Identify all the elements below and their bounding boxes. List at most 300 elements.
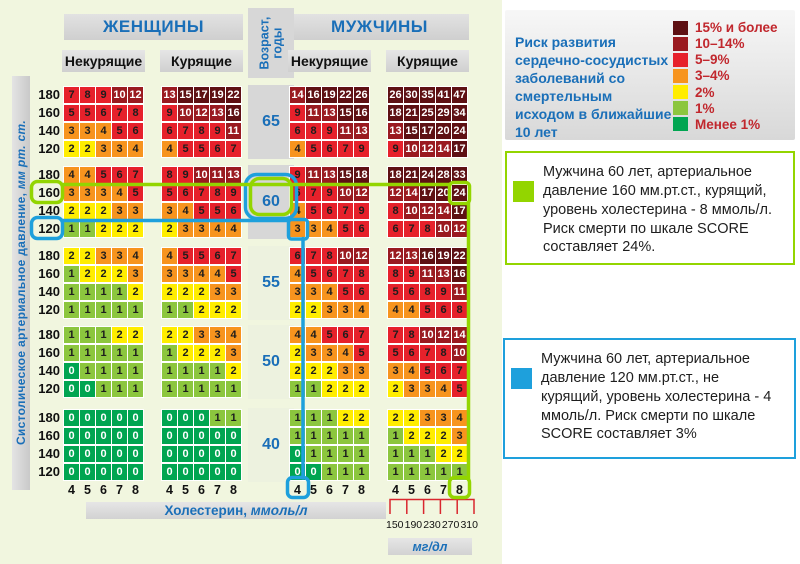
risk-cell: 0 [162, 428, 177, 444]
risk-cell: 1 [128, 381, 143, 397]
risk-cell: 6 [354, 221, 369, 237]
risk-cell: 1 [112, 345, 127, 361]
risk-cell: 5 [306, 203, 321, 219]
risk-cell: 30 [405, 89, 418, 101]
risk-cell: 4 [322, 221, 337, 237]
mgdl-tick-label: 270 [441, 519, 460, 531]
risk-cell: 16 [227, 107, 240, 119]
risk-cell: 1 [226, 381, 241, 397]
women-header [64, 14, 243, 40]
risk-cell: 5 [306, 266, 321, 282]
risk-cell: 6 [322, 141, 337, 157]
risk-cell: 24 [453, 125, 466, 137]
risk-cell: 14 [437, 205, 450, 217]
risk-cell: 9 [436, 284, 451, 300]
risk-cell: 5 [306, 141, 321, 157]
risk-cell: 0 [96, 464, 111, 480]
risk-cell: 6 [338, 327, 353, 343]
risk-cell: 1 [338, 446, 353, 462]
risk-cell: 9 [404, 266, 419, 282]
risk-cell: 5 [338, 284, 353, 300]
risk-cell: 10 [453, 347, 466, 359]
risk-cell: 0 [194, 446, 209, 462]
green-note-swatch [513, 181, 534, 202]
risk-cell: 6 [96, 105, 111, 121]
legend-title: Риск развития сердечно-сосудистых заболеваний со смертельным исходом в ближайшие 10 лет [515, 34, 672, 140]
risk-cell: 3 [322, 345, 337, 361]
risk-cell: 1 [112, 363, 127, 379]
risk-cell: 0 [64, 446, 79, 462]
risk-cell: 1 [420, 464, 435, 480]
risk-cell: 17 [453, 143, 466, 155]
risk-cell: 4 [436, 381, 451, 397]
risk-cell: 6 [178, 185, 193, 201]
risk-cell: 8 [354, 266, 369, 282]
cholesterol-tick-label: 7 [116, 483, 123, 497]
risk-cell: 15 [339, 107, 352, 119]
risk-cell: 6 [290, 123, 305, 139]
blue-note-swatch [511, 368, 532, 389]
risk-cell: 1 [80, 302, 95, 318]
risk-cell: 6 [436, 363, 451, 379]
risk-cell: 6 [210, 248, 225, 264]
risk-cell: 1 [210, 410, 225, 426]
risk-cell: 1 [80, 327, 95, 343]
risk-cell: 5 [354, 345, 369, 361]
risk-cell: 11 [227, 125, 240, 137]
risk-cell: 4 [452, 410, 467, 426]
risk-cell: 1 [290, 381, 305, 397]
cholesterol-tick-label: 8 [358, 483, 365, 497]
men-header-label: МУЖЧИНЫ [331, 17, 428, 36]
risk-cell: 21 [405, 169, 418, 181]
risk-cell: 19 [211, 89, 224, 101]
risk-cell: 3 [112, 248, 127, 264]
risk-cell: 9 [96, 87, 111, 103]
risk-cell: 9 [388, 141, 403, 157]
risk-cell: 24 [453, 187, 466, 199]
risk-cell: 2 [162, 221, 177, 237]
risk-cell: 1 [64, 302, 79, 318]
legend-item [673, 20, 787, 35]
risk-cell: 7 [420, 345, 435, 361]
risk-cell: 22 [227, 89, 240, 101]
risk-cell: 4 [290, 327, 305, 343]
risk-cell: 5 [420, 363, 435, 379]
risk-cell: 2 [226, 363, 241, 379]
risk-cell: 5 [128, 185, 143, 201]
risk-cell: 7 [226, 141, 241, 157]
bp-tick-label: 180 [38, 410, 60, 425]
age-axis-header-label: Возраст, годы [256, 16, 284, 70]
risk-cell: 7 [306, 248, 321, 264]
risk-cell: 4 [210, 266, 225, 282]
risk-cell: 2 [436, 446, 451, 462]
risk-cell: 12 [355, 187, 368, 199]
mgdl-conversion-bracket [390, 500, 474, 515]
risk-cell: 6 [354, 284, 369, 300]
risk-cell: 12 [421, 143, 434, 155]
bp-tick-label: 160 [38, 428, 60, 443]
bp-tick-label: 160 [38, 345, 60, 360]
risk-cell: 1 [64, 327, 79, 343]
risk-cell: 20 [437, 187, 450, 199]
risk-cell: 0 [112, 464, 127, 480]
risk-cell: 2 [290, 345, 305, 361]
risk-cell: 1 [290, 410, 305, 426]
bp-axis-label-text: Систолическое артериальное давление, [14, 193, 28, 446]
risk-cell: 1 [226, 410, 241, 426]
risk-cell: 2 [64, 141, 79, 157]
risk-cell: 1 [322, 464, 337, 480]
risk-cell: 1 [80, 345, 95, 361]
cholesterol-axis-bar [86, 502, 386, 519]
age-group-label: 40 [248, 408, 294, 482]
risk-cell: 3 [306, 284, 321, 300]
risk-cell: 3 [420, 381, 435, 397]
risk-cell: 0 [290, 446, 305, 462]
cholesterol-tick-label: 5 [408, 483, 415, 497]
risk-cell: 0 [226, 428, 241, 444]
risk-cell: 11 [453, 286, 466, 298]
risk-cell: 2 [128, 284, 143, 300]
risk-cell: 3 [420, 410, 435, 426]
mgdl-tick-label: 230 [423, 519, 441, 531]
risk-cell: 1 [96, 345, 111, 361]
risk-cell: 7 [338, 266, 353, 282]
risk-cell: 10 [195, 169, 208, 181]
risk-cell: 6 [436, 302, 451, 318]
risk-cell: 7 [404, 221, 419, 237]
risk-cell: 2 [112, 266, 127, 282]
bp-tick-label: 160 [38, 266, 60, 281]
cholesterol-tick-label: 7 [214, 483, 221, 497]
risk-cell: 5 [194, 203, 209, 219]
risk-cell: 1 [210, 381, 225, 397]
bp-tick-label: 140 [38, 123, 60, 138]
risk-cell: 4 [404, 363, 419, 379]
risk-cell: 0 [290, 464, 305, 480]
blue-note-text: Мужчина 60 лет, артериальное давление 120 мм.рт.ст., не курящий, уровень холестерина - 4 ммоль/л. Риск смерти по шкале SCORE составляет 3% [541, 351, 772, 443]
risk-cell: 3 [290, 284, 305, 300]
risk-cell: 3 [226, 345, 241, 361]
risk-cell: 13 [163, 89, 176, 101]
risk-cell: 1 [388, 428, 403, 444]
risk-cell: 3 [194, 221, 209, 237]
risk-cell: 14 [291, 89, 304, 101]
risk-cell: 0 [80, 381, 95, 397]
risk-cell: 3 [96, 185, 111, 201]
risk-cell: 11 [211, 169, 224, 181]
risk-cell: 1 [322, 446, 337, 462]
risk-cell: 1 [338, 464, 353, 480]
legend-color-swatch [673, 117, 688, 131]
risk-cell: 15 [405, 125, 418, 137]
cholesterol-tick-label: 8 [456, 483, 463, 497]
risk-cell: 1 [162, 363, 177, 379]
risk-cell: 4 [226, 221, 241, 237]
mgdl-axis-label: мг/дл [412, 539, 448, 554]
legend-item-label: 5–9% [695, 52, 730, 68]
risk-cell: 10 [339, 250, 352, 262]
risk-cell: 3 [354, 363, 369, 379]
risk-cell: 16 [307, 89, 320, 101]
risk-cell: 4 [64, 167, 79, 183]
risk-cell: 3 [80, 123, 95, 139]
risk-cell: 5 [178, 141, 193, 157]
bp-tick-label: 140 [38, 203, 60, 218]
risk-cell: 6 [162, 123, 177, 139]
risk-cell: 13 [227, 169, 240, 181]
risk-cell: 2 [80, 266, 95, 282]
legend-color-swatch [673, 69, 688, 83]
legend-item [673, 117, 787, 132]
risk-cell: 10 [405, 143, 418, 155]
risk-cell: 4 [322, 284, 337, 300]
risk-cell: 0 [162, 410, 177, 426]
risk-cell: 8 [388, 266, 403, 282]
risk-cell: 11 [307, 169, 320, 181]
risk-cell: 2 [80, 248, 95, 264]
risk-cell: 1 [404, 446, 419, 462]
risk-cell: 2 [162, 327, 177, 343]
risk-cell: 4 [290, 203, 305, 219]
legend-color-swatch [673, 101, 688, 115]
example-note-green [505, 151, 795, 265]
risk-cell: 4 [162, 248, 177, 264]
risk-cell: 6 [404, 345, 419, 361]
risk-cell: 1 [436, 464, 451, 480]
risk-cell: 2 [112, 221, 127, 237]
risk-cell: 2 [80, 141, 95, 157]
legend-item [673, 52, 787, 67]
risk-cell: 9 [354, 203, 369, 219]
risk-cell: 4 [194, 266, 209, 282]
risk-cell: 4 [96, 123, 111, 139]
risk-cell: 1 [80, 284, 95, 300]
risk-cell: 0 [80, 464, 95, 480]
mgdl-tick-label: 150 [386, 519, 404, 531]
risk-cell: 2 [162, 284, 177, 300]
green-note-text: Мужчина 60 лет, артериальное давление 160 мм.рт.ст., курящий, уровень холестерина - 8 ммоль/л. Риск смерти по шкале SCORE составляет 24%. [543, 164, 772, 256]
cholesterol-tick-label: 5 [84, 483, 91, 497]
cholesterol-tick-label: 8 [132, 483, 139, 497]
risk-cell: 12 [195, 107, 208, 119]
risk-cell: 1 [404, 464, 419, 480]
men-smoking-label: Курящие [397, 53, 458, 69]
risk-cell: 7 [178, 123, 193, 139]
legend-item-label: 10–14% [695, 36, 745, 52]
risk-cell: 1 [210, 363, 225, 379]
risk-cell: 1 [178, 363, 193, 379]
risk-cell: 9 [322, 185, 337, 201]
risk-cell: 3 [338, 363, 353, 379]
risk-cell: 13 [405, 250, 418, 262]
risk-cell: 0 [210, 446, 225, 462]
risk-cell: 24 [421, 169, 434, 181]
risk-cell: 2 [322, 363, 337, 379]
risk-cell: 1 [112, 284, 127, 300]
risk-cell: 12 [129, 89, 142, 101]
risk-cell: 6 [322, 266, 337, 282]
risk-cell: 13 [323, 107, 336, 119]
mgdl-tick-label: 190 [404, 519, 423, 531]
risk-cell: 0 [128, 428, 143, 444]
risk-cell: 13 [211, 107, 224, 119]
risk-cell: 2 [128, 327, 143, 343]
risk-cell: 1 [162, 381, 177, 397]
age-group-label: 65 [248, 85, 294, 159]
risk-cell: 3 [96, 248, 111, 264]
risk-cell: 2 [128, 221, 143, 237]
risk-cell: 5 [338, 221, 353, 237]
risk-cell: 13 [437, 268, 450, 280]
risk-cell: 0 [64, 381, 79, 397]
risk-cell: 35 [421, 89, 434, 101]
risk-cell: 2 [194, 284, 209, 300]
risk-cell: 12 [437, 329, 450, 341]
risk-cell: 0 [96, 410, 111, 426]
risk-cell: 8 [436, 345, 451, 361]
risk-cell: 0 [64, 410, 79, 426]
risk-cell: 2 [420, 428, 435, 444]
risk-cell: 4 [162, 141, 177, 157]
risk-cell: 5 [210, 203, 225, 219]
risk-cell: 9 [162, 105, 177, 121]
cholesterol-tick-label: 7 [440, 483, 447, 497]
risk-cell: 6 [210, 141, 225, 157]
risk-cell: 2 [210, 302, 225, 318]
risk-cell: 3 [64, 185, 79, 201]
risk-cell: 7 [452, 363, 467, 379]
risk-cell: 26 [389, 89, 402, 101]
risk-cell: 2 [178, 345, 193, 361]
risk-cell: 10 [437, 223, 450, 235]
risk-cell: 1 [96, 381, 111, 397]
bp-tick-label: 120 [38, 302, 60, 317]
risk-cell: 1 [194, 363, 209, 379]
risk-cell: 1 [64, 284, 79, 300]
risk-cell: 0 [194, 410, 209, 426]
risk-cell: 3 [162, 266, 177, 282]
risk-cell: 9 [290, 167, 305, 183]
risk-cell: 1 [128, 345, 143, 361]
risk-cell: 5 [322, 327, 337, 343]
risk-cell: 7 [64, 87, 79, 103]
risk-cell: 2 [436, 428, 451, 444]
risk-cell: 3 [452, 428, 467, 444]
cholesterol-tick-label: 4 [166, 483, 173, 497]
legend-item [673, 101, 787, 116]
risk-cell: 5 [452, 381, 467, 397]
legend-item-label: 3–4% [695, 68, 730, 84]
cholesterol-tick-label: 7 [342, 483, 349, 497]
risk-cell: 18 [389, 107, 402, 119]
risk-cell: 11 [421, 268, 434, 280]
bp-tick-label: 160 [38, 105, 60, 120]
risk-cell: 4 [178, 203, 193, 219]
risk-cell: 2 [194, 302, 209, 318]
risk-cell: 1 [178, 302, 193, 318]
risk-cell: 4 [80, 167, 95, 183]
risk-cell: 5 [194, 248, 209, 264]
risk-cell: 1 [112, 381, 127, 397]
risk-cell: 22 [339, 89, 352, 101]
risk-cell: 2 [80, 203, 95, 219]
risk-cell: 25 [421, 107, 434, 119]
risk-cell: 4 [290, 266, 305, 282]
risk-cell: 17 [453, 205, 466, 217]
risk-cell: 7 [128, 167, 143, 183]
risk-cell: 1 [96, 327, 111, 343]
women-smoking-label: Курящие [171, 53, 232, 69]
risk-cell: 12 [389, 187, 402, 199]
risk-cell: 7 [226, 248, 241, 264]
risk-cell: 2 [64, 203, 79, 219]
risk-cell: 2 [178, 327, 193, 343]
bp-tick-label: 120 [38, 141, 60, 156]
risk-cell: 8 [162, 167, 177, 183]
risk-cell: 8 [128, 105, 143, 121]
risk-cell: 1 [64, 345, 79, 361]
cholesterol-tick-label: 5 [182, 483, 189, 497]
risk-cell: 5 [388, 284, 403, 300]
risk-cell: 1 [194, 381, 209, 397]
legend-item-label: 15% и более [695, 20, 778, 35]
risk-cell: 4 [128, 141, 143, 157]
legend-item [673, 85, 787, 100]
mgdl-axis-bar [388, 538, 472, 555]
cholesterol-tick-label: 4 [294, 483, 301, 497]
risk-cell: 3 [226, 284, 241, 300]
risk-cell: 3 [404, 381, 419, 397]
risk-cell: 15 [339, 169, 352, 181]
risk-cell: 17 [421, 187, 434, 199]
risk-cell: 4 [338, 345, 353, 361]
bp-tick-label: 180 [38, 87, 60, 102]
risk-cell: 11 [339, 125, 352, 137]
risk-cell: 1 [322, 410, 337, 426]
risk-cell: 2 [226, 302, 241, 318]
risk-cell: 4 [226, 327, 241, 343]
risk-cell: 2 [64, 248, 79, 264]
risk-cell: 5 [420, 302, 435, 318]
risk-cell: 3 [338, 302, 353, 318]
risk-cell: 0 [210, 428, 225, 444]
risk-cell: 2 [112, 327, 127, 343]
risk-cell: 2 [290, 363, 305, 379]
risk-cell: 10 [339, 187, 352, 199]
risk-cell: 4 [388, 302, 403, 318]
green-note-swatch-col [507, 153, 539, 263]
risk-cell: 1 [96, 284, 111, 300]
risk-cell: 1 [178, 381, 193, 397]
risk-cell: 21 [405, 107, 418, 119]
legend-color-swatch [673, 85, 688, 99]
men-nonsmoking-header [288, 50, 371, 72]
risk-cell: 3 [112, 141, 127, 157]
risk-cell: 0 [226, 446, 241, 462]
bp-tick-label: 180 [38, 327, 60, 342]
risk-cell: 1 [96, 302, 111, 318]
risk-cell: 0 [178, 446, 193, 462]
risk-cell: 20 [437, 125, 450, 137]
risk-cell: 2 [210, 345, 225, 361]
risk-cell: 10 [113, 89, 126, 101]
risk-cell: 15 [179, 89, 192, 101]
risk-cell: 41 [437, 89, 450, 101]
risk-cell: 11 [307, 107, 320, 119]
